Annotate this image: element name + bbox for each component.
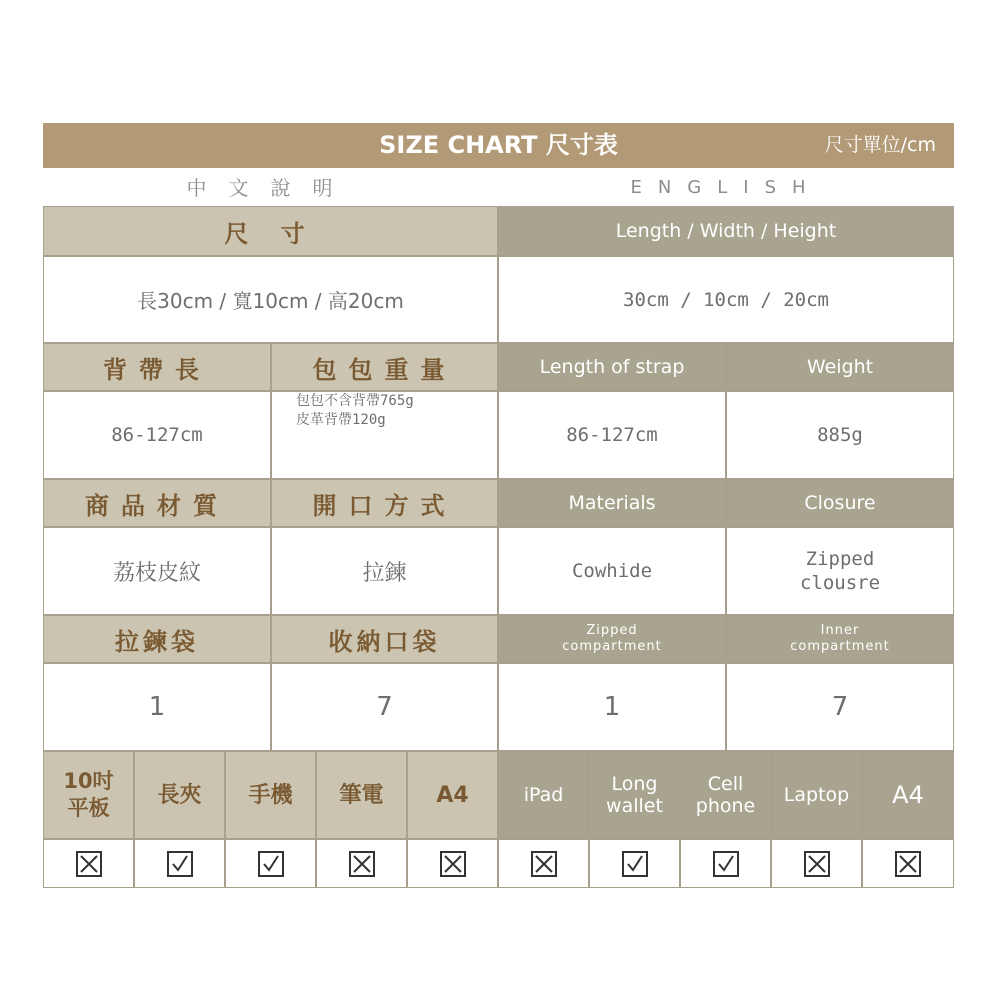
fit-cell-ipad-cn (43, 839, 134, 888)
zip-pocket-label-cn: 拉鍊袋 (43, 615, 271, 663)
weight-value-cn (271, 391, 498, 479)
device-phone-line1: Cell (707, 773, 744, 795)
cross-box-icon (531, 851, 557, 877)
device-ipad-line2: 平板 (67, 796, 110, 820)
cross-box-icon (804, 851, 830, 877)
size-table (43, 206, 954, 888)
device-a4-label-en: A4 (862, 751, 954, 839)
inner-pocket-label-line2: compartment (790, 639, 890, 654)
size-value-en: 30cm / 10cm / 20cm (498, 256, 954, 343)
strap-length-label-cn: 背帶長 (43, 343, 271, 391)
inner-pocket-label-en (726, 615, 954, 663)
fit-cell-phone-cn (225, 839, 316, 888)
material-value-en: Cowhide (498, 527, 726, 615)
fit-cell-wallet-cn (134, 839, 225, 888)
strap-length-value-cn: 86-127cm (43, 391, 271, 479)
device-a4-label-cn: A4 (407, 751, 498, 839)
zip-pocket-label-line1: Zipped (586, 623, 638, 638)
size-label-cn: 尺 寸 (43, 206, 498, 256)
device-phone-line2: phone (695, 795, 756, 817)
closure-label-cn: 開口方式 (271, 479, 498, 527)
inner-pocket-count-cn: 7 (271, 663, 498, 751)
closure-value-cn: 拉鍊 (271, 527, 498, 615)
device-phone-label-cn: 手機 (225, 751, 316, 839)
fit-cell-a4-en (862, 839, 954, 888)
cross-box-icon (349, 851, 375, 877)
material-value-cn: 荔枝皮紋 (43, 527, 271, 615)
english-section-heading: ENGLISH (630, 177, 822, 198)
inner-pocket-count-en: 7 (726, 663, 954, 751)
device-phone-label-en (680, 751, 771, 839)
zip-pocket-label-line2: compartment (562, 639, 662, 654)
zip-pocket-count-cn: 1 (43, 663, 271, 751)
material-label-en: Materials (498, 479, 726, 527)
device-ipad-line1: 10吋 (63, 769, 114, 793)
device-wallet-line2: wallet (606, 795, 663, 817)
check-box-icon (258, 851, 284, 877)
size-chart-banner (43, 123, 954, 168)
check-box-icon (713, 851, 739, 877)
device-wallet-label-cn: 長夾 (134, 751, 225, 839)
fit-cell-a4-cn (407, 839, 498, 888)
device-laptop-label-cn: 筆電 (316, 751, 407, 839)
zip-pocket-count-en: 1 (498, 663, 726, 751)
size-value-cn: 長30cm / 寬10cm / 高20cm (43, 256, 498, 343)
fit-cell-wallet-en (589, 839, 680, 888)
device-ipad-label-cn (43, 751, 134, 839)
device-ipad-label-en: iPad (498, 751, 589, 839)
chinese-section-heading: 中文說明 (186, 176, 355, 200)
check-box-icon (622, 851, 648, 877)
cross-box-icon (440, 851, 466, 877)
device-wallet-label-en (589, 751, 680, 839)
fit-cell-laptop-cn (316, 839, 407, 888)
strap-length-label-en: Length of strap (498, 343, 726, 391)
cross-box-icon (76, 851, 102, 877)
check-box-icon (167, 851, 193, 877)
closure-value-line2: clousre (799, 572, 881, 594)
device-wallet-line1: Long (611, 773, 658, 795)
fit-cell-phone-en (680, 839, 771, 888)
fit-cell-ipad-en (498, 839, 589, 888)
closure-label-en: Closure (726, 479, 954, 527)
unit-note: 尺寸單位/cm (824, 134, 936, 156)
zip-pocket-label-en (498, 615, 726, 663)
strap-length-value-en: 86-127cm (498, 391, 726, 479)
cross-box-icon (895, 851, 921, 877)
weight-label-en: Weight (726, 343, 954, 391)
weight-label-cn: 包包重量 (271, 343, 498, 391)
inner-pocket-label-line1: Inner (820, 623, 860, 638)
fit-cell-laptop-en (771, 839, 862, 888)
weight-value-en: 885g (726, 391, 954, 479)
size-chart-title: SIZE CHART 尺寸表 (379, 131, 618, 159)
size-label-en: Length / Width / Height (498, 206, 954, 256)
weight-strap-only: 皮革背帶120g (296, 412, 386, 428)
material-label-cn: 商品材質 (43, 479, 271, 527)
inner-pocket-label-cn: 收納口袋 (271, 615, 498, 663)
closure-value-line1: Zipped (805, 548, 875, 570)
weight-bag-only: 包包不含背帶765g (296, 393, 414, 409)
device-laptop-label-en: Laptop (771, 751, 862, 839)
closure-value-en (726, 527, 954, 615)
